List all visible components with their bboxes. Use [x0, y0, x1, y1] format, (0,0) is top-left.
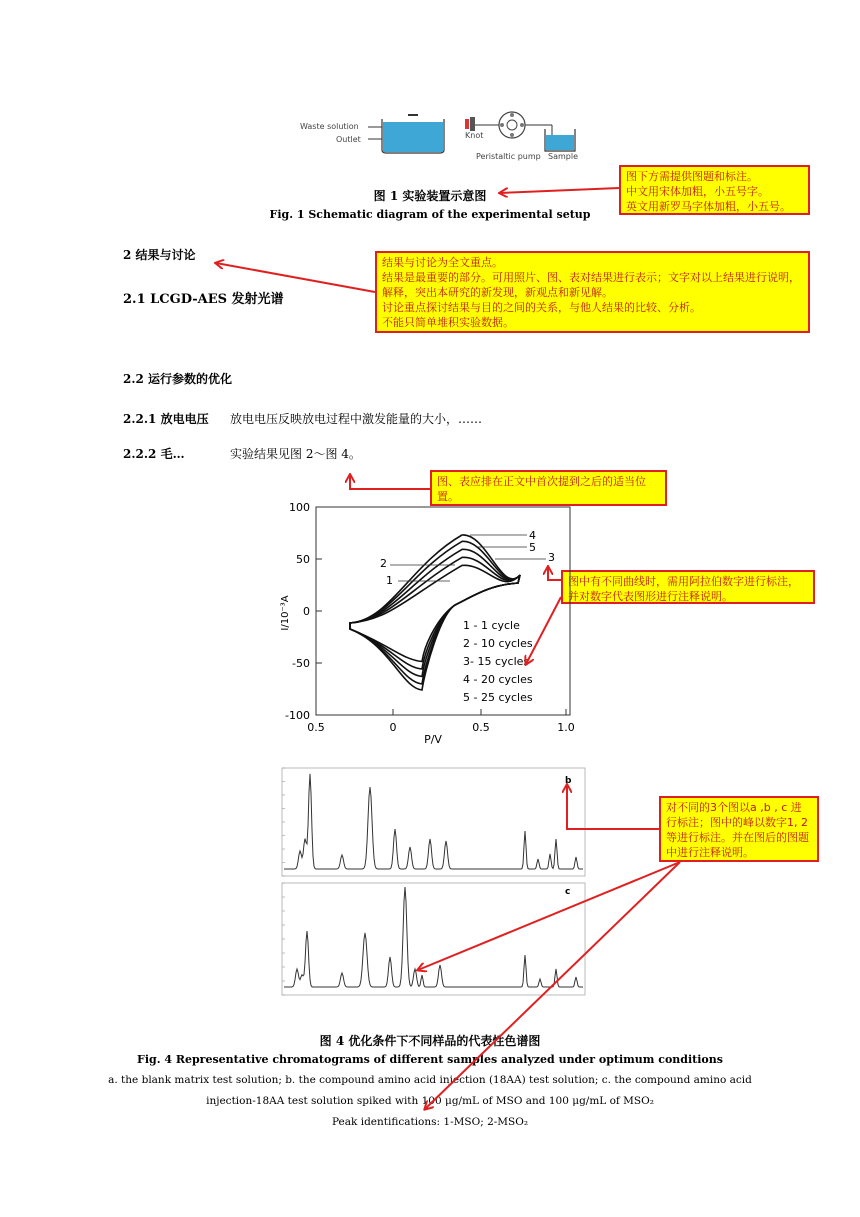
cv-ytick-4: -100 — [285, 709, 310, 722]
knot-label: Knot — [465, 131, 484, 140]
cv-xtick-2: 0.5 — [472, 721, 490, 734]
cv-ytick-1: 50 — [296, 553, 310, 566]
note-caption-format: 图下方需提供图题和标注。 中文用宋体加粗，小五号字。 英文用新罗马字体加粗，小五号。 — [619, 165, 810, 215]
panel-c-label: c — [565, 887, 571, 897]
section-2-heading: 2 结果与讨论 — [123, 248, 196, 262]
cv-xtick-1: 0 — [389, 721, 397, 734]
curve-label-2: 2 — [380, 557, 387, 570]
curve-label-5: 5 — [529, 541, 536, 554]
chromatogram-figure — [260, 765, 590, 1010]
section-2-2-1-text: 放电电压反映放电过程中激发能量的大小，…… — [230, 412, 483, 426]
panel-b-label: b — [565, 776, 572, 786]
cv-xtick-0: 0.5 — [307, 721, 325, 734]
legend-3: 3- 15 cycles — [463, 655, 530, 668]
outlet-label: Outlet — [336, 135, 361, 144]
curve-label-4: 4 — [529, 529, 536, 542]
legend-2: 2 - 10 cycles — [463, 637, 533, 650]
legend-1: 1 - 1 cycle — [463, 619, 520, 632]
setup-schematic — [290, 105, 590, 167]
cv-ytick-3: -50 — [292, 657, 310, 670]
note-curve-labels: 图中有不同曲线时，需用阿拉伯数字进行标注，并对数字代表图形进行注释说明。 — [561, 570, 815, 604]
note-panel-labels: 对不同的3个图以a ,b , c 进行标注；图中的峰以数字1, 2等进行标注。并在图后的图题中进行注释说明。 — [659, 796, 819, 862]
section-2-2-2-text: 实验结果见图 2～图 4。 — [230, 447, 361, 461]
section-2-2-1-heading: 2.2.1 放电电压 — [123, 412, 209, 426]
section-2-2-heading: 2.2 运行参数的优化 — [123, 372, 233, 386]
legend-5: 5 - 25 cycles — [463, 691, 533, 704]
note-results-discussion: 结果与讨论为全文重点。 结果是最重要的部分。可用照片、图、表对结果进行表示；文字对以上结果进行说明，解释，突出本研究的新发现，新观点和新见解。 讨论重点探讨结果与目的之间的关系，与他人结果的比较、分析。 不能只简单堆积实验数据。 — [375, 251, 810, 333]
fig4-note-line1: a. the blank matrix test solution; b. the compound amino acid injection (18AA) test solution; c. the compound amino acid — [108, 1074, 752, 1086]
cv-ylabel: I/10⁻³A — [280, 595, 291, 631]
curve-label-3: 3 — [548, 551, 555, 564]
arrow-to-text-ref — [350, 475, 430, 489]
cv-ytick-0: 100 — [289, 501, 310, 514]
fig4-note-line2: injection-18AA test solution spiked with 100 μg/mL of MSO and 100 μg/mL of MSO₂ — [206, 1095, 654, 1107]
curve-label-1: 1 — [386, 574, 393, 587]
cv-xlabel: P/V — [424, 733, 442, 746]
note-figure-placement: 图、表应排在正文中首次提到之后的适当位置。 — [430, 470, 667, 506]
sample-label: Sample — [548, 152, 578, 161]
fig1-caption-cn: 图 1 实验装置示意图 — [373, 189, 487, 203]
fig4-peaks: Peak identifications: 1-MSO; 2-MSO₂ — [331, 1116, 529, 1128]
section-2-2-2-heading: 2.2.2 毛… — [123, 447, 185, 461]
section-2-1-heading: 2.1 LCGD-AES 发射光谱 — [123, 292, 284, 307]
fig1-caption-en: Fig. 1 Schematic diagram of the experimental setup — [269, 208, 591, 221]
pump-label: Peristaltic pump — [476, 152, 541, 161]
fig4-caption-en: Fig. 4 Representative chromatograms of different samples analyzed under optimum conditions — [137, 1053, 723, 1066]
fig4-caption-cn: 图 4 优化条件下不同样品的代表性色谱图 — [319, 1034, 541, 1048]
waste-solution-label: Waste solution — [300, 122, 359, 131]
cv-chart — [250, 495, 590, 755]
cv-xtick-3: 1.0 — [557, 721, 575, 734]
cv-ytick-2: 0 — [303, 605, 310, 618]
legend-4: 4 - 20 cycles — [463, 673, 533, 686]
